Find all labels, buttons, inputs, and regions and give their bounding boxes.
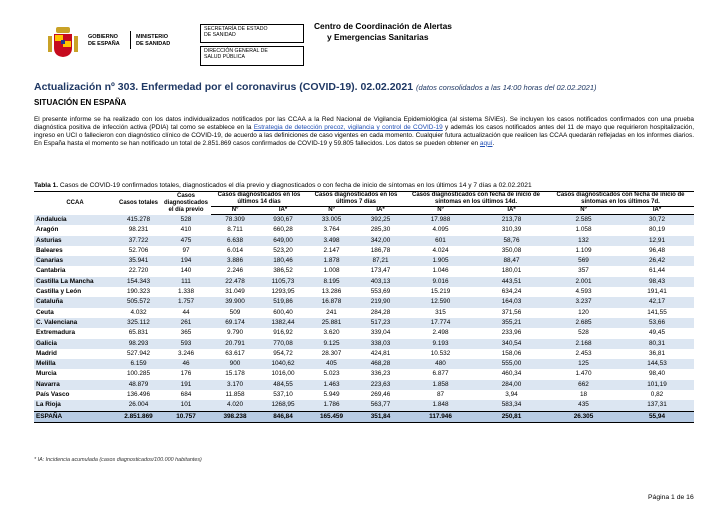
symptoms-ia-7d-cell: 42,17 — [620, 297, 694, 307]
region-cell: C. Valenciana — [34, 318, 116, 328]
cases-7d-cell: 5.949 — [323, 391, 340, 399]
symptoms-ia-7d-cell: 96,48 — [649, 246, 665, 254]
symptoms-ia-14d-cell: 355,21 — [476, 318, 547, 328]
symptoms-ia-7d-cell: 36,81 — [649, 349, 665, 357]
ia-7d-cell: 392,25 — [356, 215, 405, 226]
region-cell: Extremadura — [36, 329, 76, 337]
subheader-n: Nº — [307, 207, 356, 215]
cases-14d-cell: 2.246 — [227, 267, 243, 275]
symptoms-ia-14d-cell: 340,54 — [476, 339, 547, 349]
symptoms-7d-cell: 4.593 — [575, 288, 592, 296]
cases-7d-cell: 3.498 — [307, 236, 356, 246]
symptoms-14d-cell: 480 — [405, 359, 476, 369]
region-cell: Cantabria — [36, 267, 66, 275]
region-cell: Cataluña — [34, 297, 116, 307]
region-cell: La Rioja — [34, 400, 116, 411]
symptoms-7d-cell: 18 — [579, 391, 588, 399]
header-symptoms-14d: Casos diagnosticados con fecha de inicio de síntomas en los últimos 14d. — [405, 192, 547, 207]
symptoms-ia-7d-cell: 30,72 — [620, 215, 694, 226]
cases-7d-cell: 8.195 — [307, 277, 356, 287]
cases-7d-cell: 5.023 — [323, 370, 340, 378]
ia-14d-cell: 930,67 — [259, 215, 307, 226]
symptoms-14d-cell: 4.095 — [432, 226, 449, 234]
symptoms-ia-7d-cell: 80,19 — [649, 226, 665, 234]
total-region-cell: ESPAÑA — [34, 411, 116, 422]
previous-day-cell: 140 — [180, 267, 192, 275]
total-cases-cell: 48.879 — [116, 380, 161, 390]
section-heading: SITUACIÓN EN ESPAÑA — [34, 98, 127, 107]
symptoms-ia-14d-cell: 460,34 — [501, 370, 522, 378]
ia-14d-cell: 180,46 — [259, 256, 307, 266]
table-row — [34, 318, 694, 328]
ia-14d-cell: 1268,95 — [259, 400, 307, 411]
ia-7d-cell: 219,90 — [356, 297, 405, 307]
ia-7d-cell: 468,28 — [356, 359, 405, 369]
symptoms-7d-cell: 662 — [547, 380, 620, 390]
previous-day-cell: 1.757 — [161, 297, 211, 307]
ia-7d-cell: 336,23 — [370, 370, 391, 378]
paragraph-text: y además los casos notificados antes del 11 de mayo que requirieron hospitalización, ingreso en UCI o fallecieron con diagnóstico clínico de COVID-19, de acuerdo a las definiciones de caso vigentes en cada momento. Cualquier futura actualización que realicen las CCAA quedarán reflejadas en los informes diarios. En España hasta el momento se han notificado un total de 2.851.869 casos confirmados de COVID-19 y 59.805 fallecidos. Los datos se pueden obtener en — [34, 123, 694, 147]
total-cases-cell: 22.720 — [128, 267, 149, 275]
cases-14d-cell: 15.178 — [225, 370, 245, 378]
region-cell: Galicia — [34, 339, 116, 349]
total-symptoms-ia-7d-cell: 55,94 — [620, 411, 694, 422]
symptoms-ia-14d-cell: 180,01 — [501, 267, 522, 275]
region-cell: Madrid — [36, 349, 57, 357]
cases-7d-cell: 1.878 — [307, 256, 356, 266]
secretariat-line: SECRETARÍA DE ESTADO — [204, 26, 268, 32]
symptoms-ia-14d-cell: 88,47 — [476, 256, 547, 266]
symptoms-ia-14d-cell: 284,00 — [476, 380, 547, 390]
previous-day-cell: 194 — [161, 256, 211, 266]
ministry-label-line: MINISTERIO — [136, 34, 169, 40]
symptoms-14d-cell: 9.016 — [405, 277, 476, 287]
total-cases-cell: 4.032 — [130, 308, 147, 316]
symptoms-ia-7d-cell: 137,31 — [620, 400, 694, 411]
table-row — [34, 380, 694, 390]
region-cell: Baleares — [36, 246, 63, 254]
symptoms-ia-14d-cell: 350,08 — [501, 246, 522, 254]
region-cell: Canarias — [34, 256, 116, 266]
cases-7d-cell: 2.147 — [323, 246, 340, 254]
ia-14d-cell: 600,40 — [273, 308, 293, 316]
total-cases-cell: 190.323 — [126, 288, 151, 296]
symptoms-7d-cell: 528 — [578, 329, 589, 337]
ministry-label — [136, 34, 170, 47]
subheader-ia: IA* — [259, 207, 307, 215]
ia-7d-cell: 269,46 — [370, 391, 391, 399]
symptoms-ia-14d-cell: 371,56 — [501, 308, 522, 316]
cases-14d-cell: 39.900 — [211, 297, 259, 307]
symptoms-ia-7d-cell: 49,45 — [649, 329, 665, 337]
symptoms-7d-cell: 357 — [578, 267, 589, 275]
table-row — [34, 277, 694, 287]
previous-day-cell: 1.338 — [178, 288, 194, 296]
previous-day-cell: 261 — [161, 318, 211, 328]
previous-day-cell: 593 — [161, 339, 211, 349]
symptoms-ia-14d-cell: 58,76 — [476, 236, 547, 246]
total-symptoms-ia-14d-cell: 250,81 — [476, 411, 547, 422]
cases-7d-cell: 33.005 — [307, 215, 356, 226]
ia-7d-cell: 553,69 — [370, 288, 391, 296]
cases-14d-cell: 900 — [211, 359, 259, 369]
total-cases-14d-cell: 398.238 — [211, 411, 259, 422]
ia-7d-cell: 223,63 — [356, 380, 405, 390]
government-label — [88, 34, 120, 47]
cases-14d-cell: 3.886 — [211, 256, 259, 266]
symptoms-14d-cell: 601 — [405, 236, 476, 246]
header-ccaa: CCAA — [34, 192, 116, 215]
ia-7d-cell: 563,77 — [356, 400, 405, 411]
total-cases-cell: 100.285 — [126, 370, 151, 378]
ia-7d-cell: 342,00 — [356, 236, 405, 246]
ia-14d-cell: 1382,44 — [259, 318, 307, 328]
directorate-box — [200, 46, 304, 66]
previous-day-cell: 3.246 — [178, 349, 194, 357]
symptoms-ia-7d-cell: 101,19 — [620, 380, 694, 390]
spain-coat-of-arms-logo — [48, 26, 78, 58]
header-previous-day: Casos diagnosticados el día previo — [161, 192, 211, 215]
symptoms-14d-cell: 10.532 — [430, 349, 451, 357]
symptoms-7d-cell: 2.585 — [547, 215, 620, 226]
secretariat-box — [200, 24, 304, 43]
symptoms-ia-7d-cell: 0,82 — [650, 391, 664, 399]
symptoms-ia-14d-cell: 443,51 — [476, 277, 547, 287]
symptoms-ia-7d-cell: 98,43 — [620, 277, 694, 287]
symptoms-ia-14d-cell: 634,24 — [501, 288, 522, 296]
total-ia-14d-cell: 846,84 — [259, 411, 307, 422]
ia-7d-cell: 403,13 — [356, 277, 405, 287]
report-title-main: Actualización nº 303. Enfermedad por el coronavirus (COVID-19). 02.02.2021 — [34, 81, 414, 93]
symptoms-ia-14d-cell: 310,39 — [501, 226, 522, 234]
cases-14d-cell: 78.309 — [211, 215, 259, 226]
total-cases-cell: 527.942 — [126, 349, 151, 357]
cases-7d-cell: 1.463 — [307, 380, 356, 390]
symptoms-7d-cell: 2.168 — [547, 339, 620, 349]
total-cases-cell: 65.831 — [128, 329, 149, 337]
cases-14d-cell: 6.638 — [211, 236, 259, 246]
symptoms-7d-cell: 2.001 — [547, 277, 620, 287]
symptoms-7d-cell: 120 — [578, 308, 589, 316]
symptoms-14d-cell: 4.024 — [432, 246, 449, 254]
region-cell: Ceuta — [36, 308, 54, 316]
region-cell: Castilla La Mancha — [34, 277, 116, 287]
data-source-link[interactable]: aquí — [479, 139, 493, 147]
cases-14d-cell: 6.014 — [227, 246, 243, 254]
symptoms-7d-cell: 435 — [547, 400, 620, 411]
previous-day-cell: 365 — [180, 329, 192, 337]
table-row — [34, 225, 694, 235]
symptoms-ia-7d-cell: 53,66 — [620, 318, 694, 328]
symptoms-14d-cell: 9.193 — [405, 339, 476, 349]
cases-14d-cell: 22.478 — [211, 277, 259, 287]
total-cases-cell: 505.572 — [116, 297, 161, 307]
covid-cases-table — [34, 191, 694, 423]
region-cell: Aragón — [36, 226, 59, 234]
ia-14d-cell: 484,55 — [259, 380, 307, 390]
cases-7d-cell: 405 — [307, 359, 356, 369]
ia-7d-cell: 339,04 — [370, 329, 391, 337]
cases-7d-cell: 1.008 — [323, 267, 340, 275]
region-cell: Murcia — [36, 370, 57, 378]
alert-center-title — [314, 21, 452, 42]
page-number: Página 1 de 16 — [648, 494, 694, 501]
ia-7d-cell: 186,78 — [370, 246, 391, 254]
previous-day-cell: 528 — [161, 215, 211, 226]
total-cases-cell: 35.941 — [116, 256, 161, 266]
table-row — [34, 256, 694, 266]
symptoms-7d-cell: 1.109 — [575, 246, 592, 254]
cases-7d-cell: 241 — [326, 308, 337, 316]
ia-7d-cell: 285,30 — [370, 226, 391, 234]
table-caption — [34, 182, 532, 189]
symptoms-ia-14d-cell: 213,78 — [476, 215, 547, 226]
total-symptoms-7d-cell: 26.305 — [547, 411, 620, 422]
header-total-cases: Casos totales — [116, 192, 161, 215]
total-cases-cell: 26.004 — [116, 400, 161, 411]
ia-14d-cell: 519,86 — [259, 297, 307, 307]
symptoms-ia-14d-cell: 583,34 — [476, 400, 547, 411]
previous-day-cell: 191 — [161, 380, 211, 390]
table-row — [34, 236, 694, 246]
ia-14d-cell: 660,28 — [273, 226, 293, 234]
cases-14d-cell: 3.170 — [211, 380, 259, 390]
cases-7d-cell: 3.620 — [323, 329, 340, 337]
previous-day-cell: 410 — [180, 226, 192, 234]
table-row — [34, 246, 694, 256]
previous-day-cell: 684 — [180, 391, 192, 399]
header-last-7-days: Casos diagnosticados en los últimos 7 días — [307, 192, 405, 207]
table-row — [34, 359, 694, 369]
subheader-ia: IA* — [476, 207, 547, 215]
symptoms-7d-cell: 125 — [547, 359, 620, 369]
symptoms-ia-7d-cell: 141,55 — [647, 308, 667, 316]
previous-day-cell: 46 — [161, 359, 211, 369]
ia-7d-cell: 517,23 — [356, 318, 405, 328]
table-row — [34, 297, 694, 307]
paragraph-text: El presente informe se ha realizado con los datos individualizados notificados por las CCAA a la Red Nacional de Vigilancia Epidemiológica (al sistema SiViEs). Se incluyen los casos notificados confirmados con una prueba diagnóstica positiva de infección activa (PDIA) tal como se establece en la — [34, 116, 694, 131]
ia-14d-cell: 523,20 — [273, 246, 293, 254]
table-total-row — [34, 411, 694, 422]
alert-center-line: Centro de Coordinación de Alertas — [314, 21, 452, 31]
alert-center-line: y Emergencias Sanitarias — [327, 31, 429, 42]
table-row — [34, 287, 694, 297]
previous-day-cell: 44 — [182, 308, 190, 316]
report-title-note: (datos consolidados a las 14:00 horas del 02.02.2021) — [415, 83, 597, 92]
table-row — [34, 369, 694, 379]
total-cases-cell: 52.706 — [128, 246, 149, 254]
table-row — [34, 339, 694, 349]
table-row — [34, 308, 694, 318]
symptoms-7d-cell: 1.058 — [575, 226, 592, 234]
symptoms-7d-cell: 1.470 — [575, 370, 592, 378]
cases-14d-cell: 20.791 — [211, 339, 259, 349]
cases-7d-cell: 9.125 — [307, 339, 356, 349]
symptoms-ia-14d-cell: 3,94 — [505, 391, 518, 399]
total-cases-cell: 325.112 — [116, 318, 161, 328]
table-row — [34, 215, 694, 226]
symptoms-14d-cell: 17.988 — [405, 215, 476, 226]
symptoms-14d-cell: 17.774 — [405, 318, 476, 328]
symptoms-14d-cell: 1.046 — [432, 267, 449, 275]
symptoms-ia-7d-cell: 144,53 — [620, 359, 694, 369]
symptoms-14d-cell: 1.858 — [405, 380, 476, 390]
cases-14d-cell: 8.711 — [227, 226, 243, 234]
government-label-line: DE ESPAÑA — [88, 40, 120, 47]
cases-14d-cell: 509 — [229, 308, 241, 316]
symptoms-7d-cell: 569 — [547, 256, 620, 266]
total-cases-cell: 136.496 — [126, 391, 151, 399]
cases-14d-cell: 4.020 — [211, 400, 259, 411]
secretariat-line: DE SANIDAD — [204, 32, 236, 39]
region-cell: Andalucía — [34, 215, 116, 226]
cases-7d-cell: 28.307 — [321, 349, 342, 357]
ia-14d-cell: 954,72 — [273, 349, 293, 357]
symptoms-7d-cell: 2.685 — [547, 318, 620, 328]
report-title — [34, 81, 597, 93]
symptoms-14d-cell: 1.905 — [405, 256, 476, 266]
symptoms-ia-7d-cell: 61,44 — [649, 267, 665, 275]
cases-7d-cell: 3.764 — [323, 226, 340, 234]
total-cases-cell: 154.343 — [116, 277, 161, 287]
ia-14d-cell: 770,08 — [259, 339, 307, 349]
ia-14d-cell: 1016,00 — [271, 370, 295, 378]
symptoms-ia-14d-cell: 233,96 — [501, 329, 522, 337]
directorate-line: DIRECCIÓN GENERAL DE — [204, 48, 268, 54]
previous-day-cell: 475 — [161, 236, 211, 246]
subheader-ia: IA* — [620, 207, 694, 215]
total-cases-cell: 98.293 — [116, 339, 161, 349]
directorate-line: SALUD PÚBLICA — [204, 54, 245, 61]
ia-14d-cell: 1105,73 — [259, 277, 307, 287]
subheader-n: Nº — [405, 207, 476, 215]
previous-day-cell: 97 — [182, 246, 190, 254]
symptoms-14d-cell: 12.590 — [405, 297, 476, 307]
ia-7d-cell: 87,21 — [356, 256, 405, 266]
ia-7d-cell: 284,28 — [370, 308, 391, 316]
cases-14d-cell: 9.790 — [227, 329, 243, 337]
symptoms-14d-cell: 6.877 — [432, 370, 449, 378]
region-cell: Melilla — [34, 359, 116, 369]
ia-14d-cell: 649,00 — [259, 236, 307, 246]
total-previous-day-cell: 10.757 — [161, 411, 211, 422]
header-last-14-days: Casos diagnosticados en los últimos 14 días — [211, 192, 307, 207]
ia-14d-cell: 1293,95 — [271, 288, 295, 296]
symptoms-14d-cell: 1.848 — [405, 400, 476, 411]
cases-14d-cell: 63.617 — [225, 349, 245, 357]
paragraph-text: . — [492, 139, 495, 147]
cases-7d-cell: 25.881 — [307, 318, 356, 328]
subheader-ia: IA* — [356, 207, 405, 215]
ia-14d-cell: 1040,62 — [259, 359, 307, 369]
intro-paragraph — [34, 116, 694, 148]
table-row — [34, 266, 694, 276]
total-cases-cell: 6.159 — [116, 359, 161, 369]
ia-7d-cell: 338,03 — [356, 339, 405, 349]
region-cell: Castilla y León — [36, 288, 82, 296]
cases-7d-cell: 1.786 — [307, 400, 356, 411]
total-cases-cell: 415.278 — [116, 215, 161, 226]
ia-14d-cell: 386,52 — [273, 267, 293, 275]
ia-7d-cell: 173,47 — [370, 267, 391, 275]
table-caption-text: Casos de COVID-19 confirmados totales, diagnosticados el día previo y diagnosticados o con fecha de inicio de síntomas en los últimos 14 y 7 días a 02.02.2021 — [58, 182, 532, 189]
symptoms-ia-7d-cell: 80,31 — [620, 339, 694, 349]
cases-7d-cell: 16.878 — [307, 297, 356, 307]
strategy-link[interactable]: Estrategia de detección precoz, vigilancia y control de COVID-19 — [253, 123, 443, 131]
symptoms-ia-7d-cell: 98,40 — [649, 370, 665, 378]
cases-14d-cell: 31.049 — [225, 288, 245, 296]
header-symptoms-7d: Casos diagnosticados con fecha de inicio de síntomas en los últimos 7d. — [547, 192, 694, 207]
ia-14d-cell: 916,92 — [273, 329, 293, 337]
symptoms-14d-cell: 15.219 — [430, 288, 451, 296]
symptoms-ia-7d-cell: 26,42 — [620, 256, 694, 266]
ministry-label-line: DE SANIDAD — [136, 40, 171, 47]
symptoms-14d-cell: 87 — [436, 391, 445, 399]
symptoms-ia-14d-cell: 164,03 — [476, 297, 547, 307]
region-cell: País Vasco — [36, 391, 70, 399]
table-row — [34, 400, 694, 411]
header-divider — [130, 31, 131, 49]
symptoms-14d-cell: 315 — [435, 308, 446, 316]
previous-day-cell: 176 — [180, 370, 192, 378]
symptoms-ia-7d-cell: 12,91 — [620, 236, 694, 246]
symptoms-7d-cell: 2.453 — [575, 349, 592, 357]
symptoms-ia-14d-cell: 158,06 — [501, 349, 522, 357]
table-row — [34, 349, 694, 359]
total-total-cases-cell: 2.851.869 — [116, 411, 161, 422]
region-cell: Asturias — [34, 236, 116, 246]
footnote: * IA: Incidencia acumulada (casos diagnosticados/100.000 habitantes) — [34, 457, 202, 463]
symptoms-ia-14d-cell: 555,00 — [476, 359, 547, 369]
ia-7d-cell: 424,81 — [370, 349, 391, 357]
table-row — [34, 328, 694, 338]
cases-14d-cell: 11.858 — [225, 391, 245, 399]
total-symptoms-14d-cell: 117.946 — [405, 411, 476, 422]
symptoms-7d-cell: 132 — [547, 236, 620, 246]
table-caption-label: Tabla 1. — [34, 182, 59, 189]
previous-day-cell: 111 — [161, 277, 211, 287]
previous-day-cell: 101 — [161, 400, 211, 411]
total-cases-cell: 37.722 — [116, 236, 161, 246]
total-cases-7d-cell: 165.459 — [307, 411, 356, 422]
total-ia-7d-cell: 351,84 — [356, 411, 405, 422]
symptoms-14d-cell: 2.498 — [432, 329, 449, 337]
cases-7d-cell: 13.286 — [321, 288, 342, 296]
total-cases-cell: 98.231 — [128, 226, 149, 234]
ia-14d-cell: 537,10 — [273, 391, 293, 399]
subheader-n: Nº — [211, 207, 259, 215]
region-cell: Navarra — [34, 380, 116, 390]
subheader-n: Nº — [547, 207, 620, 215]
symptoms-7d-cell: 3.237 — [547, 297, 620, 307]
table-row — [34, 390, 694, 400]
symptoms-ia-7d-cell: 191,41 — [647, 288, 667, 296]
cases-14d-cell: 69.174 — [211, 318, 259, 328]
table-body — [34, 215, 694, 423]
government-label-line: GOBIERNO — [88, 34, 118, 40]
